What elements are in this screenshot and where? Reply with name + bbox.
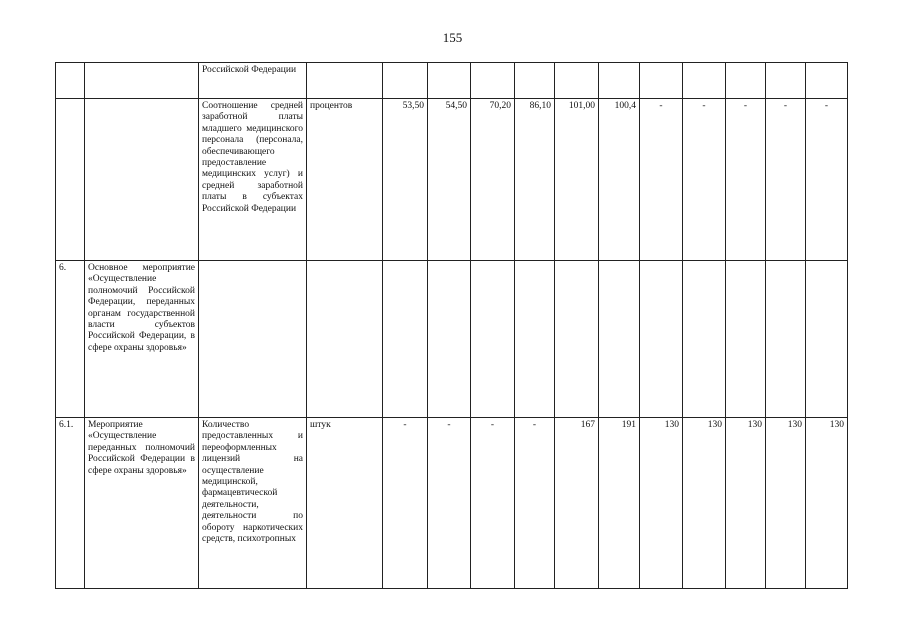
- value-cell: [599, 63, 640, 99]
- indicator-name: Российской Федерации: [199, 63, 307, 99]
- measure-name: Основное мероприятие «Осуществление полномочий Российской Федерации, переданных органам государственной власти субъектов Российской Федерации, в сфере охраны здоровья»: [85, 261, 199, 418]
- value-cell: -: [806, 99, 848, 261]
- value-cell: 130: [806, 418, 848, 589]
- table-row: [56, 99, 848, 261]
- value-cell: 54,50: [428, 99, 471, 261]
- value-cell: [806, 261, 848, 418]
- value-cell: -: [428, 418, 471, 589]
- value-cell: 101,00: [555, 99, 599, 261]
- value-cell: -: [640, 99, 683, 261]
- indicator-name: [199, 261, 307, 418]
- value-cell: [640, 261, 683, 418]
- value-cell: [726, 63, 766, 99]
- value-cell: -: [515, 418, 555, 589]
- table-row: [56, 63, 848, 99]
- value-cell: -: [766, 99, 806, 261]
- value-cell: -: [726, 99, 766, 261]
- value-cell: [766, 63, 806, 99]
- row-number: [56, 99, 85, 261]
- value-cell: [683, 63, 726, 99]
- value-cell: 70,20: [471, 99, 515, 261]
- page-number: 155: [442, 30, 463, 45]
- value-cell: 130: [726, 418, 766, 589]
- unit: процентов: [307, 99, 383, 261]
- value-cell: [515, 261, 555, 418]
- indicator-name: Соотношение средней заработной платы младшего медицинского персонала (персонала, обеспечивающего предоставление медицинских услуг) и средней заработной платы в субъектах Российской Федерации: [199, 99, 307, 261]
- unit: штук: [307, 418, 383, 589]
- value-cell: [383, 261, 428, 418]
- value-cell: 167: [555, 418, 599, 589]
- table-row: [56, 418, 848, 589]
- unit: [307, 63, 383, 99]
- value-cell: 130: [766, 418, 806, 589]
- value-cell: [683, 261, 726, 418]
- indicator-name: Количество предоставленных и переоформленных лицензий на осуществление медицинской, фармацевтической деятельности, деятельности по обороту наркотических средств, психотропных: [199, 418, 307, 589]
- value-cell: 100,4: [599, 99, 640, 261]
- measure-name: [85, 63, 199, 99]
- value-cell: [471, 63, 515, 99]
- value-cell: [428, 63, 471, 99]
- value-cell: [726, 261, 766, 418]
- value-cell: [640, 63, 683, 99]
- value-cell: [766, 261, 806, 418]
- value-cell: [471, 261, 515, 418]
- measure-name: Мероприятие «Осуществление переданных полномочий Российской Федерации в сфере охраны здоровья»: [85, 418, 199, 589]
- value-cell: [599, 261, 640, 418]
- value-cell: [515, 63, 555, 99]
- value-cell: 86,10: [515, 99, 555, 261]
- value-cell: [428, 261, 471, 418]
- value-cell: [555, 63, 599, 99]
- value-cell: [383, 63, 428, 99]
- value-cell: 130: [683, 418, 726, 589]
- indicator-table: [55, 62, 848, 589]
- value-cell: 130: [640, 418, 683, 589]
- measure-name: [85, 99, 199, 261]
- row-number: [56, 63, 85, 99]
- value-cell: -: [471, 418, 515, 589]
- row-number: 6.: [56, 261, 85, 418]
- value-cell: [555, 261, 599, 418]
- unit: [307, 261, 383, 418]
- table-row: [56, 261, 848, 418]
- value-cell: 191: [599, 418, 640, 589]
- value-cell: -: [683, 99, 726, 261]
- value-cell: [806, 63, 848, 99]
- value-cell: -: [383, 418, 428, 589]
- row-number: 6.1.: [56, 418, 85, 589]
- value-cell: 53,50: [383, 99, 428, 261]
